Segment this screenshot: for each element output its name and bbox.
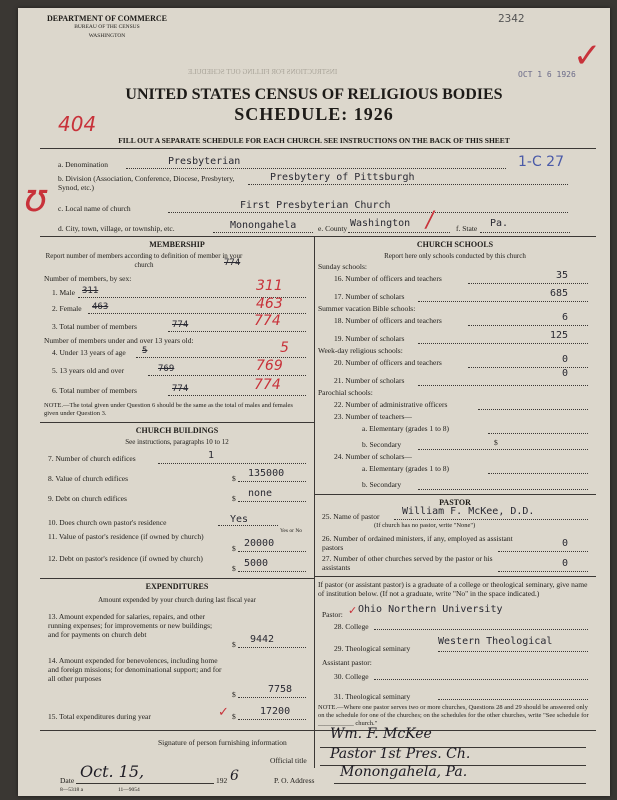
q3-red: 774 — [254, 313, 281, 329]
q29-label: 29. Theological seminary — [334, 644, 411, 653]
year-prefix: 192 — [216, 776, 228, 785]
q13-label: 13. Amount expended for salaries, repairs, and other running expenses; for improvements or new buildings; and for payments on church debt — [48, 612, 213, 639]
red-slash-mark: / — [426, 208, 434, 233]
pastor-red-check: ✓ — [348, 604, 358, 617]
form-number-2: 11—9054 — [118, 787, 140, 793]
q11-value: 20000 — [244, 538, 275, 549]
q18-value: 6 — [561, 312, 568, 323]
q23b-label: b. Secondary — [362, 440, 402, 449]
q2-typed: 463 — [92, 302, 109, 312]
q20-label: 20. Number of officers and teachers — [334, 358, 442, 367]
q24-label: 24. Number of scholars— — [334, 452, 412, 461]
q22-label: 22. Number of administrative officers — [334, 400, 448, 409]
state-value: Pa. — [490, 218, 509, 229]
graduate-note: If pastor (or assistant pastor) is a graduate of a college or theological seminary, give name of institution below. (If not a graduate, write "No" in the space indicated.) — [318, 580, 588, 598]
q27-value: 0 — [561, 558, 568, 569]
q12-dollar: $ — [232, 564, 236, 573]
state-label: f. State — [456, 224, 478, 233]
q19-label: 19. Number of scholars — [334, 334, 405, 343]
red-u-mark: ʊ — [24, 176, 48, 220]
q25-value: William F. McKee, D.D. — [402, 506, 535, 517]
q3-typed: 774 — [172, 320, 189, 330]
assistant-pastor-label: Assistant pastor: — [322, 658, 372, 667]
schools-title: CHURCH SCHOOLS — [416, 240, 494, 249]
stamp-date: OCT 1 6 1926 — [518, 70, 576, 79]
date-label: Date — [60, 776, 75, 785]
church-name-value: First Presbyterian Church — [240, 200, 391, 211]
q31-label: 31. Theological seminary — [334, 692, 411, 701]
fill-out-instruction: FILL OUT A SEPARATE SCHEDULE FOR EACH CHURCH. SEE INSTRUCTIONS ON THE BACK OF THIS SHEET — [118, 136, 510, 145]
q6-typed: 774 — [172, 384, 189, 394]
q7-label: 7. Number of church edifices — [48, 454, 136, 463]
city-value: Monongahela — [230, 220, 297, 231]
pastor-title: PASTOR — [439, 498, 471, 507]
q3-label: 3. Total number of members — [52, 322, 137, 331]
q8-value: 135000 — [248, 468, 285, 479]
q14-label: 14. Amount expended for benevolences, including home and foreign missions; for denominational support; and for all other purposes — [48, 656, 222, 683]
q5-typed: 769 — [158, 364, 175, 374]
q24b-label: b. Secondary — [362, 480, 402, 489]
q4-label: 4. Under 13 years of age — [52, 348, 126, 357]
q17-label: 17. Number of scholars — [334, 292, 405, 301]
q12-value: 5000 — [244, 558, 269, 569]
po-address-label: P. O. Address — [274, 776, 315, 785]
q16-value: 35 — [555, 270, 568, 281]
q14-dollar: $ — [232, 690, 236, 699]
weekday-schools-label: Week-day religious schools: — [318, 346, 403, 355]
q1-red: 311 — [256, 278, 283, 294]
parochial-schools-label: Parochial schools: — [318, 388, 373, 397]
department-header — [42, 14, 172, 41]
q5-red: 769 — [256, 358, 283, 374]
q12-label: 12. Debt on pastor's residence (if owned by church) — [48, 554, 203, 563]
q10-label: 10. Does church own pastor's residence — [48, 518, 167, 527]
division-label: b. Division (Association, Conference, Diocese, Presbytery, Synod, etc.) — [58, 174, 235, 192]
form-number: 8—5318 a — [60, 787, 84, 793]
q4-typed: 5 — [142, 346, 148, 356]
q8-dollar: $ — [232, 474, 236, 483]
red-check-mark: ✓ — [573, 36, 602, 76]
q1-typed: 311 — [82, 286, 99, 296]
dept-city: WASHINGTON — [88, 33, 126, 39]
denomination-value: Presbyterian — [168, 156, 241, 167]
city-label: d. City, town, village, or township, etc. — [58, 224, 175, 233]
q4-red: 5 — [280, 340, 289, 356]
date-value: Oct. 15, — [80, 762, 145, 781]
official-title-value: Pastor 1st Pres. Ch. — [330, 746, 471, 762]
q7-value: 1 — [208, 450, 215, 461]
schools-subtitle: Report here only schools conducted by this church — [384, 252, 526, 260]
summer-schools-label: Summer vacation Bible schools: — [318, 304, 416, 313]
q23a-label: a. Elementary (grades 1 to 8) — [362, 424, 450, 433]
q28-value: Ohio Northern University — [358, 604, 503, 615]
q11-label: 11. Value of pastor's residence (if owned by church) — [48, 532, 204, 541]
sunday-schools-label: Sunday schools: — [318, 262, 367, 271]
county-value: Washington — [350, 218, 411, 229]
signature-label: Signature of person furnishing information — [158, 738, 287, 747]
q15-value: 17200 — [260, 706, 291, 717]
q15-red-check: ✓ — [218, 705, 229, 720]
q26-value: 0 — [561, 538, 568, 549]
q9-value: none — [248, 488, 273, 499]
signature-value: Wm. F. McKee — [330, 726, 432, 742]
form-subtitle: SCHEDULE: 1926 — [234, 104, 394, 124]
q8-label: 8. Value of church edifices — [48, 474, 129, 483]
q2-red: 463 — [256, 296, 283, 312]
form-title: UNITED STATES CENSUS OF RELIGIOUS BODIES — [125, 86, 503, 103]
q18-label: 18. Number of officers and teachers — [334, 316, 442, 325]
county-label: e. County — [318, 224, 348, 233]
q11-dollar: $ — [232, 544, 236, 553]
q5-label: 5. 13 years old and over — [52, 366, 125, 375]
q9-label: 9. Debt on church edifices — [48, 494, 127, 503]
q13-value: 9442 — [250, 634, 275, 645]
q15-label: 15. Total expenditures during year — [48, 712, 151, 721]
census-schedule-page — [18, 8, 610, 796]
q28-label: 28. College — [334, 622, 369, 631]
q13-dollar: $ — [232, 640, 236, 649]
members-by-sex: Number of members, by sex: — [44, 274, 132, 283]
q27-label: 27. Number of other churches served by the pastor or his assistants — [322, 554, 493, 572]
bureau-name: BUREAU OF THE CENSUS — [74, 24, 140, 30]
membership-subtitle: Report number of members according to definition of member in your church — [45, 252, 243, 269]
denomination-code: 1-C 27 — [518, 154, 564, 170]
q23-label: 23. Number of teachers— — [334, 412, 412, 421]
q15-dollar: $ — [232, 712, 236, 721]
q24a-label: a. Elementary (grades 1 to 8) — [362, 464, 450, 473]
q23b-dollar: $ — [494, 438, 498, 447]
q6-label: 6. Total number of members — [52, 386, 137, 395]
q10-value: Yes — [230, 514, 249, 525]
pastor-note: NOTE.—Where one pastor serves two or more churches, Questions 28 and 29 should be answered only on the schedule for one of the churches; on the schedules for the other churches, write "See schedule for ___________ church." — [318, 704, 589, 727]
year-suffix: 6 — [230, 768, 239, 784]
reverse-bleed-text: INSTRUCTIONS FOR FILLING OUT SCHEDULE — [188, 68, 338, 76]
q21-value: 0 — [561, 368, 568, 379]
membership-definition-value: 774 — [224, 258, 241, 268]
buildings-title: CHURCH BUILDINGS — [135, 426, 219, 435]
q6-red: 774 — [254, 377, 281, 393]
expenditures-subtitle: Amount expended by your church during last fiscal year — [98, 596, 256, 604]
q1-label: 1. Male — [52, 288, 75, 297]
q10-hint: Yes or No — [280, 528, 303, 534]
church-name-label: c. Local name of church — [58, 204, 131, 213]
membership-title: MEMBERSHIP — [149, 240, 205, 249]
q9-dollar: $ — [232, 494, 236, 503]
membership-note: NOTE.—The total given under Question 6 should be the same as the total of males and females given under Question 3. — [44, 402, 293, 417]
division-value: Presbytery of Pittsburgh — [270, 172, 415, 183]
q2-label: 2. Female — [52, 304, 82, 313]
expenditures-title: EXPENDITURES — [145, 582, 209, 591]
q17-value: 685 — [549, 288, 568, 299]
stamp-number: 2342 — [498, 12, 525, 25]
red-mark-404: 404 — [58, 112, 97, 136]
buildings-subtitle: See instructions, paragraphs 10 to 12 — [125, 438, 229, 446]
q19-value: 125 — [549, 330, 568, 341]
denomination-label: a. Denomination — [58, 160, 108, 169]
under-over-label: Number of members under and over 13 years old: — [44, 336, 194, 345]
q29-value: Western Theological — [438, 636, 553, 647]
official-title-label: Official title — [270, 756, 307, 765]
q25-hint: (If church has no pastor, write "None") — [374, 522, 476, 529]
q30-label: 30. College — [334, 672, 369, 681]
pastor-sub-label: Pastor: — [322, 610, 343, 619]
q26-label: 26. Number of ordained ministers, if any, employed as assistant pastors — [322, 534, 513, 552]
q20-value: 0 — [561, 354, 568, 365]
q25-label: 25. Name of pastor — [322, 512, 380, 521]
q16-label: 16. Number of officers and teachers — [334, 274, 442, 283]
po-address-value: Monongahela, Pa. — [340, 764, 468, 780]
q14-value: 7758 — [268, 684, 293, 695]
dept-name: DEPARTMENT OF COMMERCE — [46, 14, 167, 23]
q21-label: 21. Number of scholars — [334, 376, 405, 385]
